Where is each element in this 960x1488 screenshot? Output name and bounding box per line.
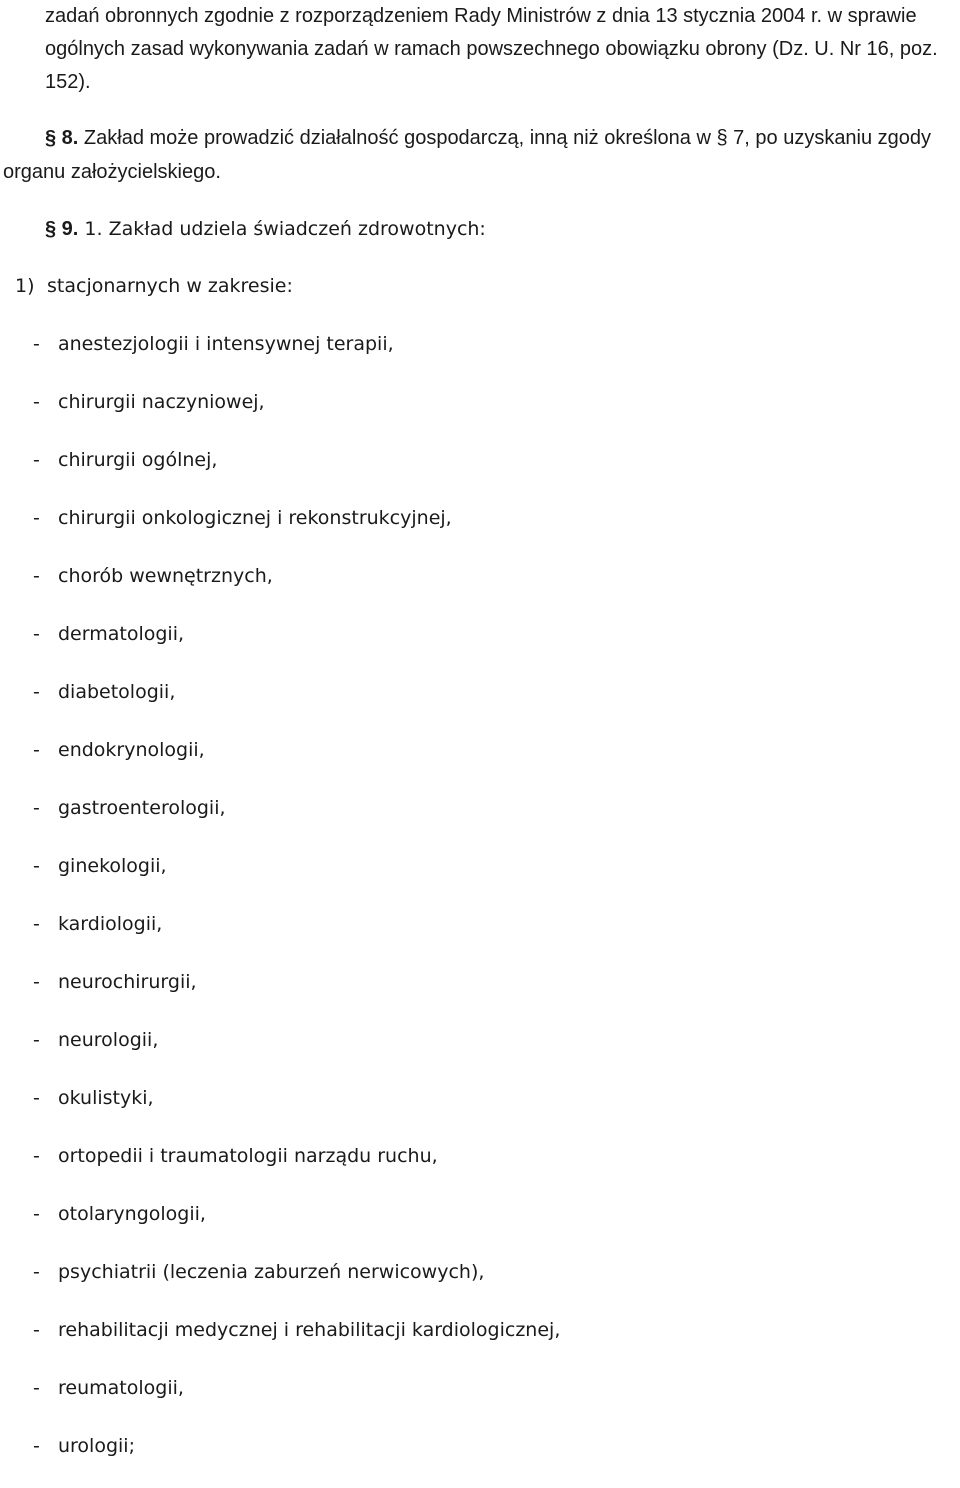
list-dash: - [33, 739, 40, 761]
section-8-label: § 8. [45, 127, 79, 149]
list-dash: - [33, 1319, 40, 1341]
list-dash: - [33, 797, 40, 819]
specialty-list-item [33, 908, 560, 966]
list-item-text: stacjonarnych w zakresie: [47, 275, 293, 297]
specialty-list-item [33, 966, 560, 1024]
list-dash: - [33, 1203, 40, 1225]
list-dash: - [33, 623, 40, 645]
list-item-number: 1) [15, 275, 35, 297]
specialty-name: kardiologii, [58, 913, 163, 935]
specialty-name: otolaryngologii, [58, 1203, 206, 1225]
specialty-name: urologii; [58, 1435, 135, 1457]
specialty-name: ortopedii i traumatologii narządu ruchu, [58, 1145, 438, 1167]
specialty-name: anestezjologii i intensywnej terapii, [58, 333, 394, 355]
specialty-list [33, 328, 560, 1488]
list-dash: - [33, 855, 40, 877]
specialty-list-item [33, 792, 560, 850]
specialty-name: rehabilitacji medycznej i rehabilitacji kardiologicznej, [58, 1319, 561, 1341]
list-dash: - [33, 971, 40, 993]
list-dash: - [33, 333, 40, 355]
list-dash: - [33, 1145, 40, 1167]
section-9-paragraph [45, 213, 486, 245]
list-dash: - [33, 681, 40, 703]
specialty-list-item [33, 850, 560, 908]
specialty-list-item [33, 328, 560, 386]
specialty-name: diabetologii, [58, 681, 176, 703]
specialty-list-item [33, 560, 560, 618]
list-dash: - [33, 1435, 40, 1457]
specialty-name: chirurgii onkologicznej i rekonstrukcyjnej, [58, 507, 452, 529]
list-dash: - [33, 1377, 40, 1399]
specialty-list-item [33, 1430, 560, 1488]
specialty-name: endokrynologii, [58, 739, 205, 761]
specialty-list-item [33, 502, 560, 560]
list-item-1 [15, 270, 293, 302]
specialty-list-item [33, 1256, 560, 1314]
specialty-name: ginekologii, [58, 855, 167, 877]
specialty-list-item [33, 444, 560, 502]
list-dash: - [33, 1029, 40, 1051]
specialty-name: chirurgii ogólnej, [58, 449, 218, 471]
specialty-name: neurochirurgii, [58, 971, 197, 993]
intro-paragraph: zadań obronnych zgodnie z rozporządzeniem Rady Ministrów z dnia 13 stycznia 2004 r. w sprawie ogólnych zasad wykonywania zadań w ramach powszechnego obowiązku obrony (Dz. U. Nr 16, poz. 152). [45, 5, 938, 93]
specialty-list-item [33, 1140, 560, 1198]
specialty-name: neurologii, [58, 1029, 159, 1051]
list-dash: - [33, 449, 40, 471]
section-9-label: § 9. [45, 218, 79, 240]
specialty-name: gastroenterologii, [58, 797, 226, 819]
section-9-text: 1. Zakład udziela świadczeń zdrowotnych: [84, 218, 486, 240]
specialty-list-item [33, 1024, 560, 1082]
specialty-list-item [33, 734, 560, 792]
section-8-paragraph [3, 121, 960, 189]
specialty-list-item [33, 386, 560, 444]
specialty-name: chorób wewnętrznych, [58, 565, 273, 587]
specialty-list-item [33, 1372, 560, 1430]
list-dash: - [33, 507, 40, 529]
list-dash: - [33, 391, 40, 413]
specialty-list-item [33, 1314, 560, 1372]
list-dash: - [33, 1087, 40, 1109]
specialty-name: reumatologii, [58, 1377, 184, 1399]
list-dash: - [33, 565, 40, 587]
specialty-name: okulistyki, [58, 1087, 154, 1109]
specialty-list-item [33, 1082, 560, 1140]
specialty-list-item [33, 676, 560, 734]
list-dash: - [33, 1261, 40, 1283]
section-8-text: Zakład może prowadzić działalność gospodarczą, inną niż określona w § 7, po uzyskaniu zgody organu założycielskiego. [3, 127, 932, 183]
list-dash: - [33, 913, 40, 935]
specialty-list-item [33, 1198, 560, 1256]
specialty-name: psychiatrii (leczenia zaburzeń nerwicowych), [58, 1261, 485, 1283]
specialty-name: dermatologii, [58, 623, 185, 645]
specialty-list-item [33, 618, 560, 676]
specialty-name: chirurgii naczyniowej, [58, 391, 265, 413]
